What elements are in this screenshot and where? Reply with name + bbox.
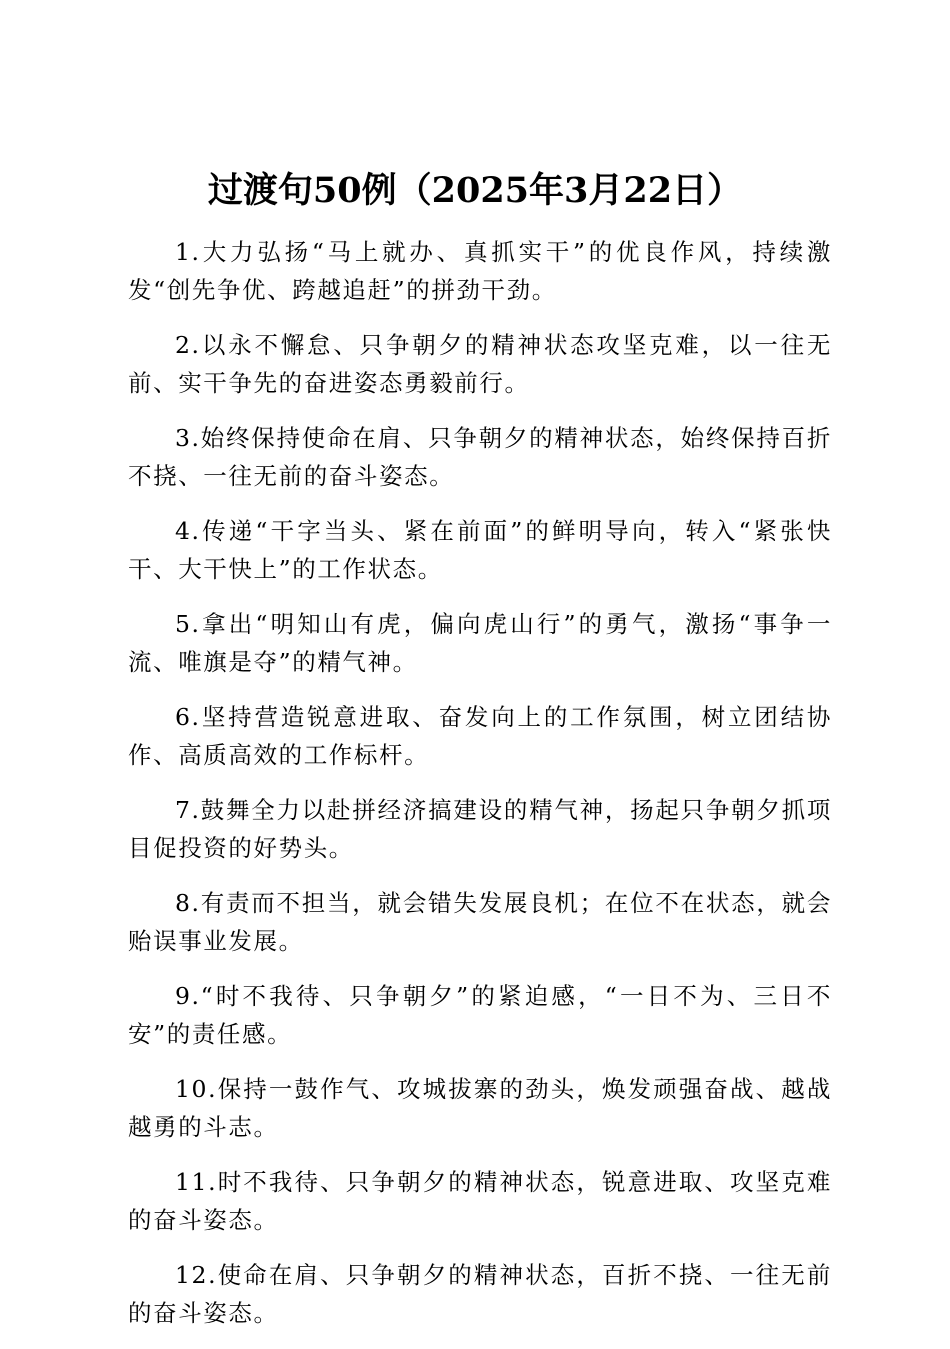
list-item: 2.以永不懈怠、只争朝夕的精神状态攻坚克难，以一往无前、实干争先的奋进姿态勇毅前行。: [128, 331, 832, 397]
page-title: 过渡句50例（2025年3月22日）: [207, 170, 743, 211]
list-item: 4.传递“干字当头、紧在前面”的鲜明导向，转入“紧张快干、大干快上”的工作状态。: [128, 517, 832, 583]
list-item: 5.拿出“明知山有虎，偏向虎山行”的勇气，激扬“事争一流、唯旗是夺”的精气神。: [128, 610, 832, 676]
list-item: 11.时不我待、只争朝夕的精神状态，锐意进取、攻坚克难的奋斗姿态。: [128, 1168, 832, 1234]
list-item: 1.大力弘扬“马上就办、真抓实干”的优良作风，持续激发“创先争优、跨越追赶”的拼劲干劲。: [128, 238, 832, 304]
list-item: 12.使命在肩、只争朝夕的精神状态，百折不挠、一往无前的奋斗姿态。: [128, 1261, 832, 1327]
list-item: 9.“时不我待、只争朝夕”的紧迫感，“一日不为、三日不安”的责任感。: [128, 982, 832, 1048]
list-item: 3.始终保持使命在肩、只争朝夕的精神状态，始终保持百折不挠、一往无前的奋斗姿态。: [128, 424, 832, 490]
list-item: 10.保持一鼓作气、攻城拔寨的劲头，焕发顽强奋战、越战越勇的斗志。: [128, 1075, 832, 1141]
list-item: 7.鼓舞全力以赴拼经济搞建设的精气神，扬起只争朝夕抓项目促投资的好势头。: [128, 796, 832, 862]
list-item: 8.有责而不担当，就会错失发展良机；在位不在状态，就会贻误事业发展。: [128, 889, 832, 955]
list-item: 6.坚持营造锐意进取、奋发向上的工作氛围，树立团结协作、高质高效的工作标杆。: [128, 703, 832, 769]
sentence-list: [128, 233, 832, 1349]
